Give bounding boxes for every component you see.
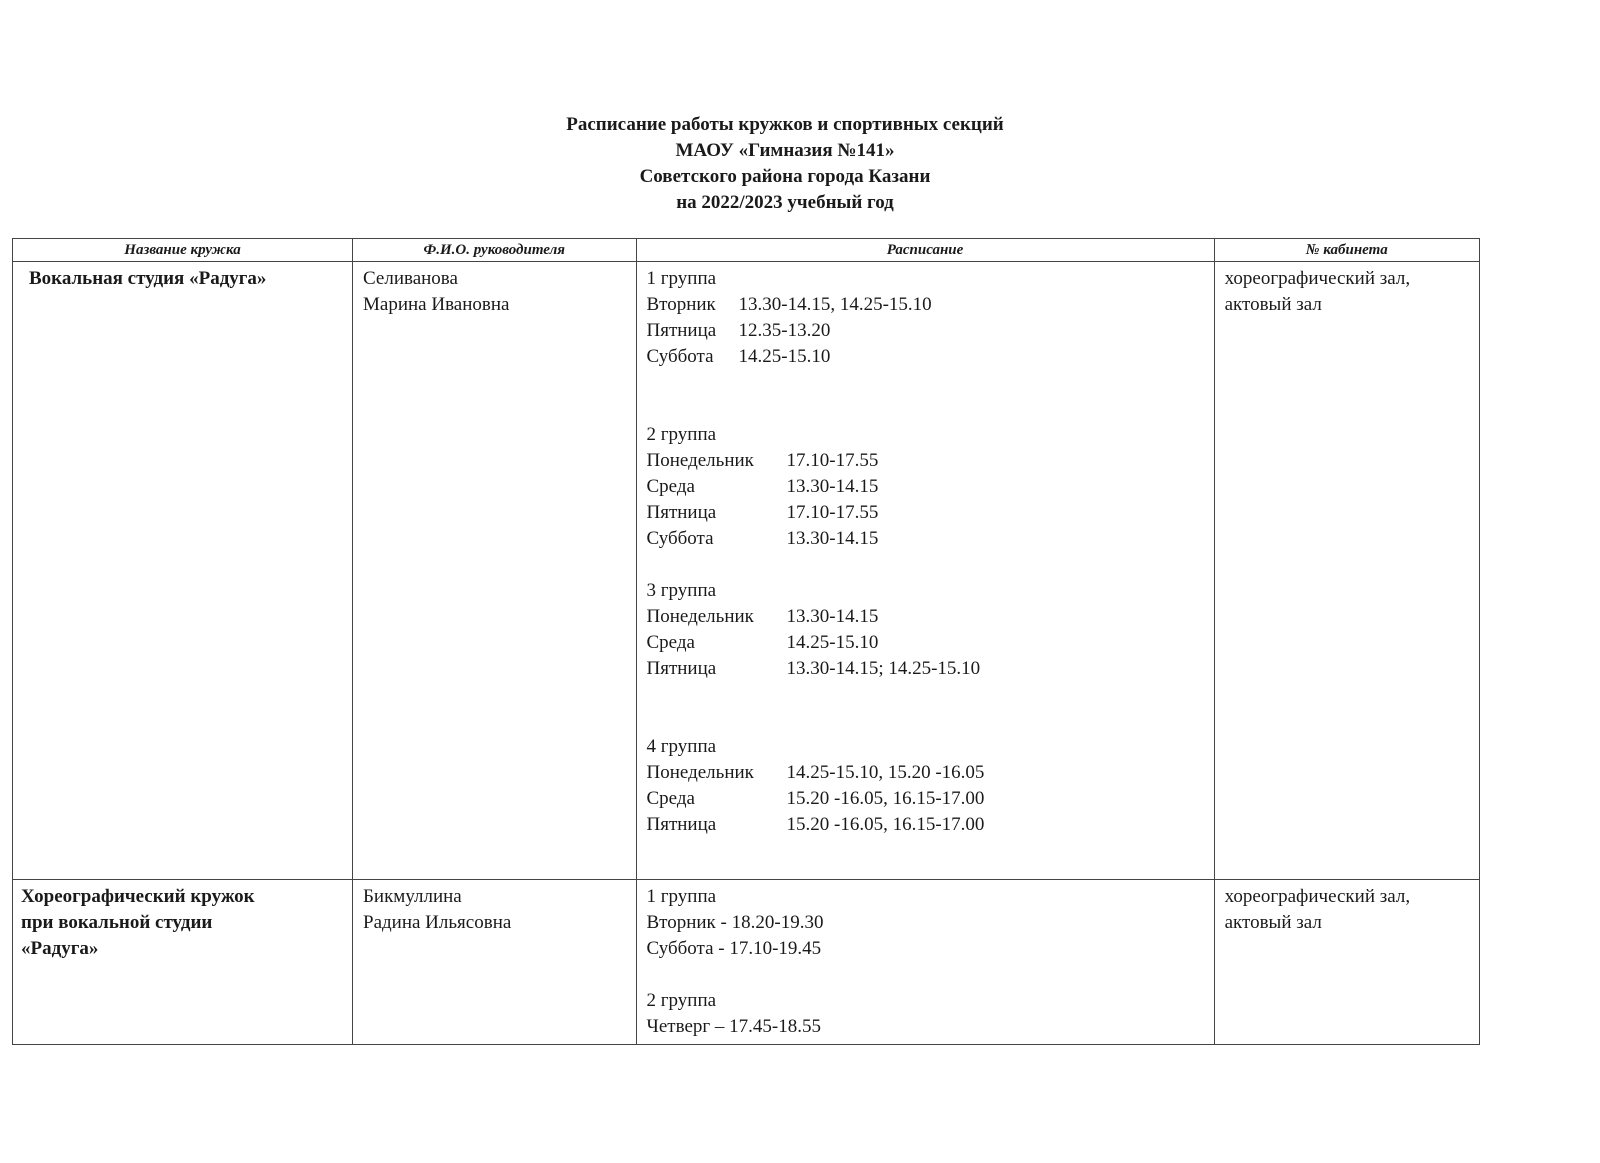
schedule-entry <box>647 786 1204 812</box>
leader-cell <box>353 262 637 880</box>
group-label: 1 группа <box>646 886 717 907</box>
entry-day: Вторник <box>646 294 716 315</box>
schedule-entry <box>647 448 1204 474</box>
table-header-row <box>13 239 1480 262</box>
entry-time: 13.30-14.15 <box>786 528 879 549</box>
group-label: 1 группа <box>646 268 717 289</box>
group-label: 2 группа <box>646 424 717 445</box>
schedule-entry <box>647 526 1204 552</box>
schedule-table <box>12 238 1480 1045</box>
room-line: актовый зал <box>1224 294 1322 315</box>
schedule-group <box>647 422 1204 552</box>
schedule-entry <box>647 604 1204 630</box>
schedule-entry <box>647 292 1204 318</box>
club-name-line: «Радуга» <box>21 938 99 959</box>
entry-time: 13.30-14.15 <box>786 476 879 497</box>
schedule-group <box>647 988 1204 1040</box>
schedule-entry <box>647 318 1204 344</box>
group-label: 4 группа <box>646 736 717 757</box>
schedule-content <box>637 262 1214 868</box>
entry-day: Пятница <box>646 814 717 835</box>
entry-day: Среда <box>646 788 695 809</box>
schedule-group <box>647 578 1204 682</box>
entry-time: 13.30-14.15; 14.25-15.10 <box>786 658 981 679</box>
schedule-entry: Вторник - 18.20-19.30 <box>646 912 824 933</box>
room-text <box>1215 880 1479 940</box>
entry-day: Суббота <box>646 346 714 367</box>
entry-time: 15.20 -16.05, 16.15-17.00 <box>786 814 985 835</box>
club-name-cell <box>13 880 353 1045</box>
schedule-group <box>647 884 1204 962</box>
column-header-club-name: Название кружка <box>13 239 353 262</box>
room-line: хореографический зал, <box>1224 268 1411 289</box>
group-label: 2 группа <box>646 990 717 1011</box>
schedule-entry <box>647 344 1204 370</box>
leader-name <box>353 262 636 322</box>
entry-day: Суббота <box>646 528 714 549</box>
column-header-room: № кабинета <box>1214 239 1479 262</box>
entry-day: Среда <box>646 632 695 653</box>
entry-day: Пятница <box>646 502 717 523</box>
entry-time: 17.10-17.55 <box>786 502 879 523</box>
schedule-content <box>637 880 1214 1044</box>
schedule-entry: Четверг – 17.45-18.55 <box>646 1016 821 1037</box>
entry-time: 17.10-17.55 <box>786 450 879 471</box>
entry-time: 14.25-15.10 <box>786 632 879 653</box>
schedule-entry: Суббота - 17.10-19.45 <box>646 938 822 959</box>
schedule-entry <box>647 630 1204 656</box>
entry-day: Понедельник <box>646 450 754 471</box>
room-line: актовый зал <box>1224 912 1322 933</box>
title-line: Советского района города Казани <box>639 166 931 187</box>
entry-day: Понедельник <box>646 606 754 627</box>
group-label: 3 группа <box>646 580 717 601</box>
schedule-group <box>647 266 1204 370</box>
schedule-entry <box>647 656 1204 682</box>
title-line: Расписание работы кружков и спортивных секций <box>566 114 1004 135</box>
entry-time: 14.25-15.10 <box>738 346 831 367</box>
entry-day: Пятница <box>646 320 717 341</box>
title-line: МАОУ «Гимназия №141» <box>675 140 895 161</box>
column-header-schedule: Расписание <box>636 239 1214 262</box>
room-cell <box>1214 880 1479 1045</box>
schedule-entry <box>647 474 1204 500</box>
schedule-cell <box>636 880 1214 1045</box>
schedule-entry <box>647 760 1204 786</box>
room-cell <box>1214 262 1479 880</box>
title-line: на 2022/2023 учебный год <box>676 192 894 213</box>
club-name-cell <box>13 262 353 880</box>
leader-surname: Бикмуллина <box>363 886 462 907</box>
column-header-leader: Ф.И.О. руководителя <box>353 239 637 262</box>
entry-time: 15.20 -16.05, 16.15-17.00 <box>786 788 985 809</box>
entry-time: 13.30-14.15 <box>786 606 879 627</box>
entry-time: 13.30-14.15, 14.25-15.10 <box>738 294 932 315</box>
club-name-line: Хореографический кружок <box>21 886 255 907</box>
schedule-cell <box>636 262 1214 880</box>
entry-day: Среда <box>646 476 695 497</box>
club-name: Вокальная студия «Радуга» <box>29 268 267 289</box>
document-title <box>0 112 1570 216</box>
leader-given-names: Радина Ильясовна <box>363 912 512 933</box>
club-name-line: при вокальной студии <box>21 912 213 933</box>
entry-day: Пятница <box>646 658 717 679</box>
table-row <box>13 880 1480 1045</box>
entry-time: 14.25-15.10, 15.20 -16.05 <box>786 762 985 783</box>
entry-day: Понедельник <box>646 762 754 783</box>
entry-time: 12.35-13.20 <box>738 320 831 341</box>
leader-name <box>353 880 636 940</box>
schedule-entry <box>647 500 1204 526</box>
schedule-entry <box>647 812 1204 838</box>
table-row <box>13 262 1480 880</box>
leader-given-names: Марина Ивановна <box>363 294 510 315</box>
leader-cell <box>353 880 637 1045</box>
room-line: хореографический зал, <box>1224 886 1411 907</box>
club-name <box>13 880 352 966</box>
schedule-group <box>647 734 1204 838</box>
leader-surname: Селиванова <box>363 268 458 289</box>
room-text <box>1215 262 1479 322</box>
